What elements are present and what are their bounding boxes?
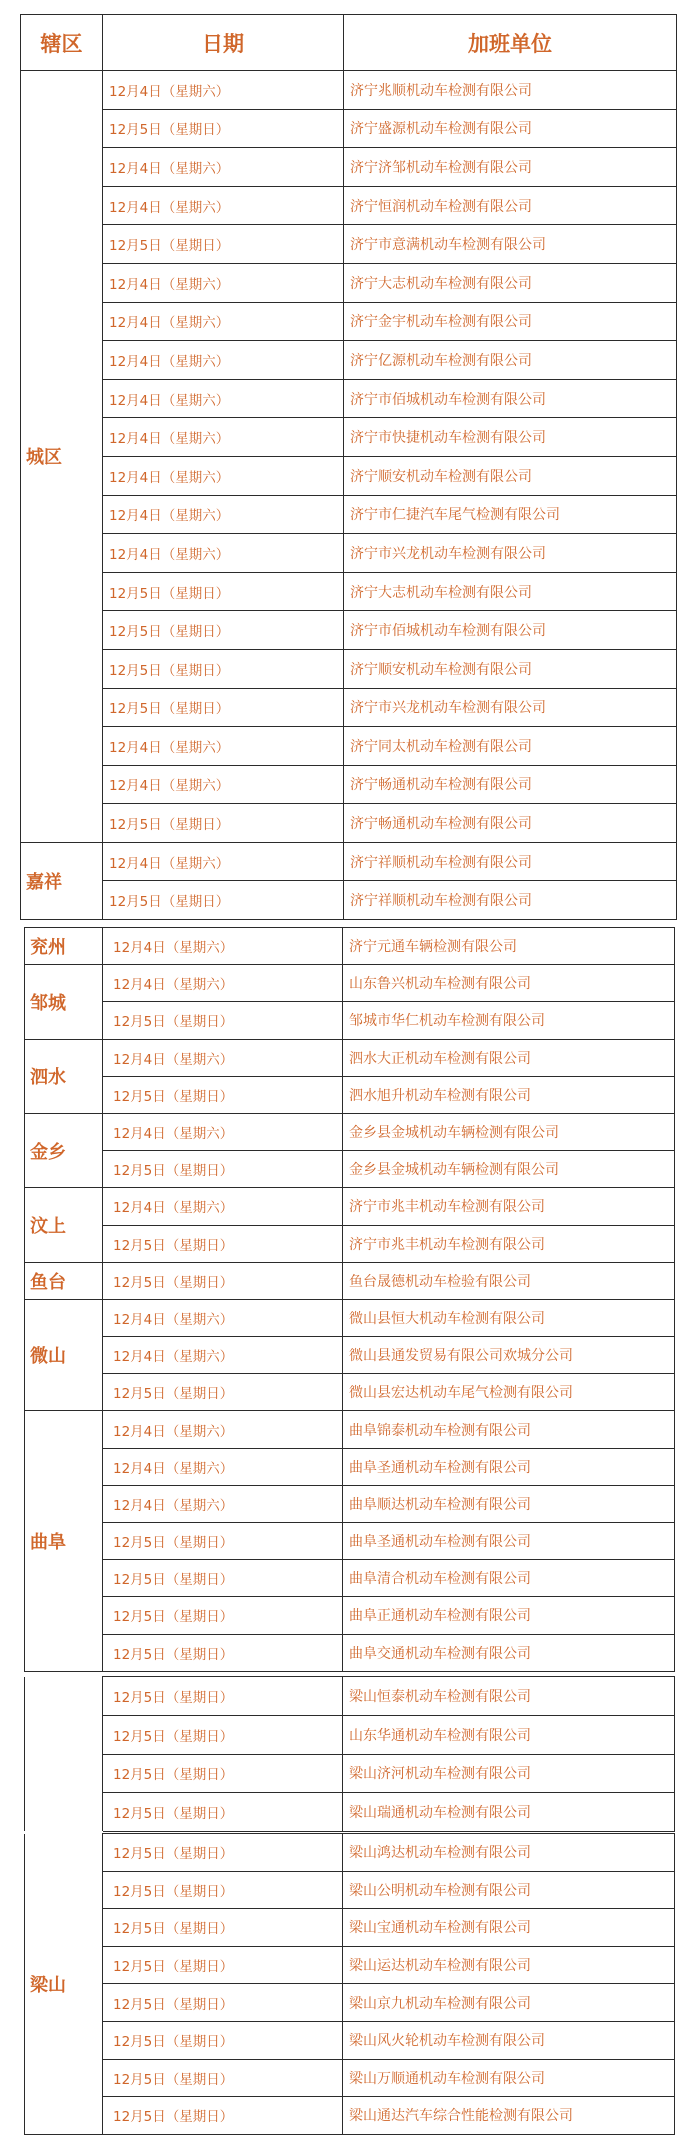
unit-cell: 曲阜清合机动车检测有限公司 xyxy=(343,1560,675,1597)
unit-cell: 济宁金宇机动车检测有限公司 xyxy=(344,302,677,341)
table-row xyxy=(25,1113,675,1150)
date-cell: 12月5日（星期日） xyxy=(103,1634,343,1671)
overtime-table-part4 xyxy=(24,1833,675,2135)
table-row xyxy=(25,1188,675,1225)
region-cell: 邹城 xyxy=(25,965,103,1039)
unit-cell: 济宁亿源机动车检测有限公司 xyxy=(344,341,677,380)
date-cell: 12月5日（星期日） xyxy=(103,572,344,611)
table-row xyxy=(21,186,677,225)
date-cell: 12月4日（星期六） xyxy=(103,1039,343,1076)
unit-cell: 梁山恒泰机动车检测有限公司 xyxy=(343,1677,675,1716)
unit-cell: 金乡县金城机动车辆检测有限公司 xyxy=(343,1113,675,1150)
date-cell: 12月4日（星期六） xyxy=(103,1299,343,1336)
table-row xyxy=(25,1411,675,1448)
date-cell: 12月5日（星期日） xyxy=(103,1076,343,1113)
unit-cell: 泗水大正机动车检测有限公司 xyxy=(343,1039,675,1076)
unit-cell: 济宁祥顺机动车检测有限公司 xyxy=(344,881,677,920)
date-cell: 12月5日（星期日） xyxy=(103,1523,343,1560)
unit-cell: 济宁盛源机动车检测有限公司 xyxy=(344,109,677,148)
unit-cell: 济宁市兴龙机动车检测有限公司 xyxy=(344,534,677,573)
table-row xyxy=(25,1523,675,1560)
date-cell: 12月5日（星期日） xyxy=(103,1909,343,1947)
table-row xyxy=(25,1374,675,1411)
region-cell: 嘉祥 xyxy=(21,842,103,919)
date-cell: 12月4日（星期六） xyxy=(103,534,344,573)
date-cell: 12月4日（星期六） xyxy=(103,456,344,495)
unit-cell: 济宁兆顺机动车检测有限公司 xyxy=(344,71,677,110)
unit-cell: 济宁大志机动车检测有限公司 xyxy=(344,572,677,611)
date-cell: 12月5日（星期日） xyxy=(103,2097,343,2135)
region-cell: 微山 xyxy=(25,1299,103,1411)
date-cell: 12月4日（星期六） xyxy=(103,495,344,534)
table-row xyxy=(25,928,675,965)
unit-cell: 济宁顺安机动车检测有限公司 xyxy=(344,456,677,495)
date-cell: 12月5日（星期日） xyxy=(103,688,344,727)
region-cell: 金乡 xyxy=(25,1113,103,1187)
unit-cell: 金乡县金城机动车辆检测有限公司 xyxy=(343,1151,675,1188)
table-row xyxy=(21,109,677,148)
date-cell: 12月4日（星期六） xyxy=(103,1188,343,1225)
overtime-table-part3 xyxy=(24,1676,675,1832)
date-cell: 12月5日（星期日） xyxy=(103,1871,343,1909)
date-cell: 12月4日（星期六） xyxy=(103,1113,343,1150)
unit-cell: 曲阜圣通机动车检测有限公司 xyxy=(343,1448,675,1485)
region-cell: 城区 xyxy=(21,71,103,843)
unit-cell: 梁山鸿达机动车检测有限公司 xyxy=(343,1834,675,1872)
unit-cell: 曲阜圣通机动车检测有限公司 xyxy=(343,1523,675,1560)
table-row xyxy=(25,1871,675,1909)
table-row xyxy=(21,765,677,804)
unit-cell: 梁山通达汽车综合性能检测有限公司 xyxy=(343,2097,675,2135)
unit-cell: 济宁市佰城机动车检测有限公司 xyxy=(344,611,677,650)
unit-cell: 济宁市快捷机动车检测有限公司 xyxy=(344,418,677,457)
unit-cell: 梁山京九机动车检测有限公司 xyxy=(343,1984,675,2022)
date-cell: 12月4日（星期六） xyxy=(103,1411,343,1448)
date-cell: 12月5日（星期日） xyxy=(103,1597,343,1634)
table-row xyxy=(25,1002,675,1039)
region-cell: 泗水 xyxy=(25,1039,103,1113)
date-cell: 12月4日（星期六） xyxy=(103,341,344,380)
table-row xyxy=(25,1597,675,1634)
unit-cell: 济宁畅通机动车检测有限公司 xyxy=(344,804,677,843)
table-row xyxy=(25,1909,675,1947)
date-cell: 12月5日（星期日） xyxy=(103,1002,343,1039)
unit-cell: 微山县宏达机动车尾气检测有限公司 xyxy=(343,1374,675,1411)
unit-cell: 梁山瑞通机动车检测有限公司 xyxy=(343,1793,675,1832)
table-row xyxy=(21,688,677,727)
header-unit: 加班单位 xyxy=(344,15,677,71)
region-cell: 梁山 xyxy=(25,1834,103,2135)
date-cell: 12月5日（星期日） xyxy=(103,804,344,843)
region-cell: 曲阜 xyxy=(25,1411,103,1671)
date-cell: 12月4日（星期六） xyxy=(103,1337,343,1374)
unit-cell: 泗水旭升机动车检测有限公司 xyxy=(343,1076,675,1113)
unit-cell: 鱼台晟德机动车检验有限公司 xyxy=(343,1262,675,1299)
table-row xyxy=(25,1946,675,1984)
date-cell: 12月4日（星期六） xyxy=(103,842,344,881)
date-cell: 12月4日（星期六） xyxy=(103,928,343,965)
unit-cell: 济宁市佰城机动车检测有限公司 xyxy=(344,379,677,418)
unit-cell: 济宁市兆丰机动车检测有限公司 xyxy=(343,1225,675,1262)
table-row xyxy=(21,379,677,418)
table-row xyxy=(25,1299,675,1336)
date-cell: 12月5日（星期日） xyxy=(103,1793,343,1832)
unit-cell: 曲阜锦泰机动车检测有限公司 xyxy=(343,1411,675,1448)
date-cell: 12月4日（星期六） xyxy=(103,418,344,457)
table-row xyxy=(25,1225,675,1262)
date-cell: 12月4日（星期六） xyxy=(103,965,343,1002)
unit-cell: 梁山公明机动车检测有限公司 xyxy=(343,1871,675,1909)
unit-cell: 济宁畅通机动车检测有限公司 xyxy=(344,765,677,804)
unit-cell: 微山县通发贸易有限公司欢城分公司 xyxy=(343,1337,675,1374)
table-row xyxy=(25,1151,675,1188)
unit-cell: 梁山济河机动车检测有限公司 xyxy=(343,1754,675,1793)
table-row xyxy=(21,263,677,302)
table-row xyxy=(25,1754,675,1793)
date-cell: 12月4日（星期六） xyxy=(103,727,344,766)
table-row xyxy=(25,1485,675,1522)
date-cell: 12月4日（星期六） xyxy=(103,302,344,341)
date-cell: 12月4日（星期六） xyxy=(103,1485,343,1522)
unit-cell: 梁山万顺通机动车检测有限公司 xyxy=(343,2059,675,2097)
unit-cell: 济宁祥顺机动车检测有限公司 xyxy=(344,842,677,881)
unit-cell: 济宁市仁捷汽车尾气检测有限公司 xyxy=(344,495,677,534)
region-cell: 汶上 xyxy=(25,1188,103,1262)
table-row xyxy=(25,1560,675,1597)
unit-cell: 微山县恒大机动车检测有限公司 xyxy=(343,1299,675,1336)
date-cell: 12月5日（星期日） xyxy=(103,1715,343,1754)
table-row xyxy=(21,456,677,495)
table-row xyxy=(21,341,677,380)
date-cell: 12月5日（星期日） xyxy=(103,2021,343,2059)
table-row xyxy=(25,2097,675,2135)
date-cell: 12月5日（星期日） xyxy=(103,611,344,650)
table-row xyxy=(25,965,675,1002)
header-row xyxy=(21,15,677,71)
unit-cell: 济宁恒润机动车检测有限公司 xyxy=(344,186,677,225)
table-row xyxy=(25,1793,675,1832)
table-row xyxy=(21,148,677,187)
unit-cell: 济宁大志机动车检测有限公司 xyxy=(344,263,677,302)
table-row xyxy=(25,1984,675,2022)
date-cell: 12月5日（星期日） xyxy=(103,1834,343,1872)
overtime-table-part1 xyxy=(20,14,677,920)
unit-cell: 梁山风火轮机动车检测有限公司 xyxy=(343,2021,675,2059)
date-cell: 12月5日（星期日） xyxy=(103,2059,343,2097)
date-cell: 12月5日（星期日） xyxy=(103,1374,343,1411)
date-cell: 12月4日（星期六） xyxy=(103,379,344,418)
unit-cell: 济宁济邹机动车检测有限公司 xyxy=(344,148,677,187)
date-cell: 12月5日（星期日） xyxy=(103,881,344,920)
date-cell: 12月5日（星期日） xyxy=(103,1946,343,1984)
table-row xyxy=(21,572,677,611)
table-row xyxy=(25,1076,675,1113)
date-cell: 12月5日（星期日） xyxy=(103,225,344,264)
date-cell: 12月4日（星期六） xyxy=(103,263,344,302)
table-row xyxy=(21,881,677,920)
header-region: 辖区 xyxy=(21,15,103,71)
unit-cell: 曲阜交通机动车检测有限公司 xyxy=(343,1634,675,1671)
date-cell: 12月5日（星期日） xyxy=(103,1560,343,1597)
unit-cell: 山东华通机动车检测有限公司 xyxy=(343,1715,675,1754)
date-cell: 12月5日（星期日） xyxy=(103,1151,343,1188)
table-row xyxy=(25,1337,675,1374)
header-date: 日期 xyxy=(103,15,344,71)
unit-cell: 山东鲁兴机动车检测有限公司 xyxy=(343,965,675,1002)
unit-cell: 济宁顺安机动车检测有限公司 xyxy=(344,649,677,688)
table-row xyxy=(25,2059,675,2097)
date-cell: 12月4日（星期六） xyxy=(103,186,344,225)
table-row xyxy=(25,1715,675,1754)
date-cell: 12月5日（星期日） xyxy=(103,1677,343,1716)
region-cell xyxy=(25,1677,103,1832)
table-row xyxy=(21,727,677,766)
date-cell: 12月4日（星期六） xyxy=(103,71,344,110)
table-row xyxy=(21,842,677,881)
unit-cell: 济宁市意满机动车检测有限公司 xyxy=(344,225,677,264)
table-row xyxy=(21,534,677,573)
date-cell: 12月5日（星期日） xyxy=(103,1262,343,1299)
unit-cell: 济宁元通车辆检测有限公司 xyxy=(343,928,675,965)
unit-cell: 济宁市兆丰机动车检测有限公司 xyxy=(343,1188,675,1225)
table-row xyxy=(21,225,677,264)
date-cell: 12月5日（星期日） xyxy=(103,1984,343,2022)
table-row xyxy=(21,649,677,688)
table-row xyxy=(25,1634,675,1671)
table-row xyxy=(25,1834,675,1872)
table-row xyxy=(21,495,677,534)
date-cell: 12月5日（星期日） xyxy=(103,649,344,688)
table-row xyxy=(25,1262,675,1299)
date-cell: 12月4日（星期六） xyxy=(103,148,344,187)
table-row xyxy=(25,1677,675,1716)
region-cell: 鱼台 xyxy=(25,1262,103,1299)
unit-cell: 邹城市华仁机动车检测有限公司 xyxy=(343,1002,675,1039)
date-cell: 12月4日（星期六） xyxy=(103,1448,343,1485)
table-row xyxy=(25,1448,675,1485)
unit-cell: 曲阜正通机动车检测有限公司 xyxy=(343,1597,675,1634)
table-row xyxy=(21,71,677,110)
unit-cell: 梁山宝通机动车检测有限公司 xyxy=(343,1909,675,1947)
table-row xyxy=(21,418,677,457)
region-cell: 兖州 xyxy=(25,928,103,965)
table-row xyxy=(25,2021,675,2059)
date-cell: 12月4日（星期六） xyxy=(103,765,344,804)
unit-cell: 济宁市兴龙机动车检测有限公司 xyxy=(344,688,677,727)
date-cell: 12月5日（星期日） xyxy=(103,109,344,148)
table-row xyxy=(21,804,677,843)
table-row xyxy=(21,302,677,341)
unit-cell: 梁山运达机动车检测有限公司 xyxy=(343,1946,675,1984)
overtime-table-part2 xyxy=(24,927,675,1672)
unit-cell: 曲阜顺达机动车检测有限公司 xyxy=(343,1485,675,1522)
date-cell: 12月5日（星期日） xyxy=(103,1754,343,1793)
unit-cell: 济宁同太机动车检测有限公司 xyxy=(344,727,677,766)
table-row xyxy=(21,611,677,650)
date-cell: 12月5日（星期日） xyxy=(103,1225,343,1262)
table-row xyxy=(25,1039,675,1076)
